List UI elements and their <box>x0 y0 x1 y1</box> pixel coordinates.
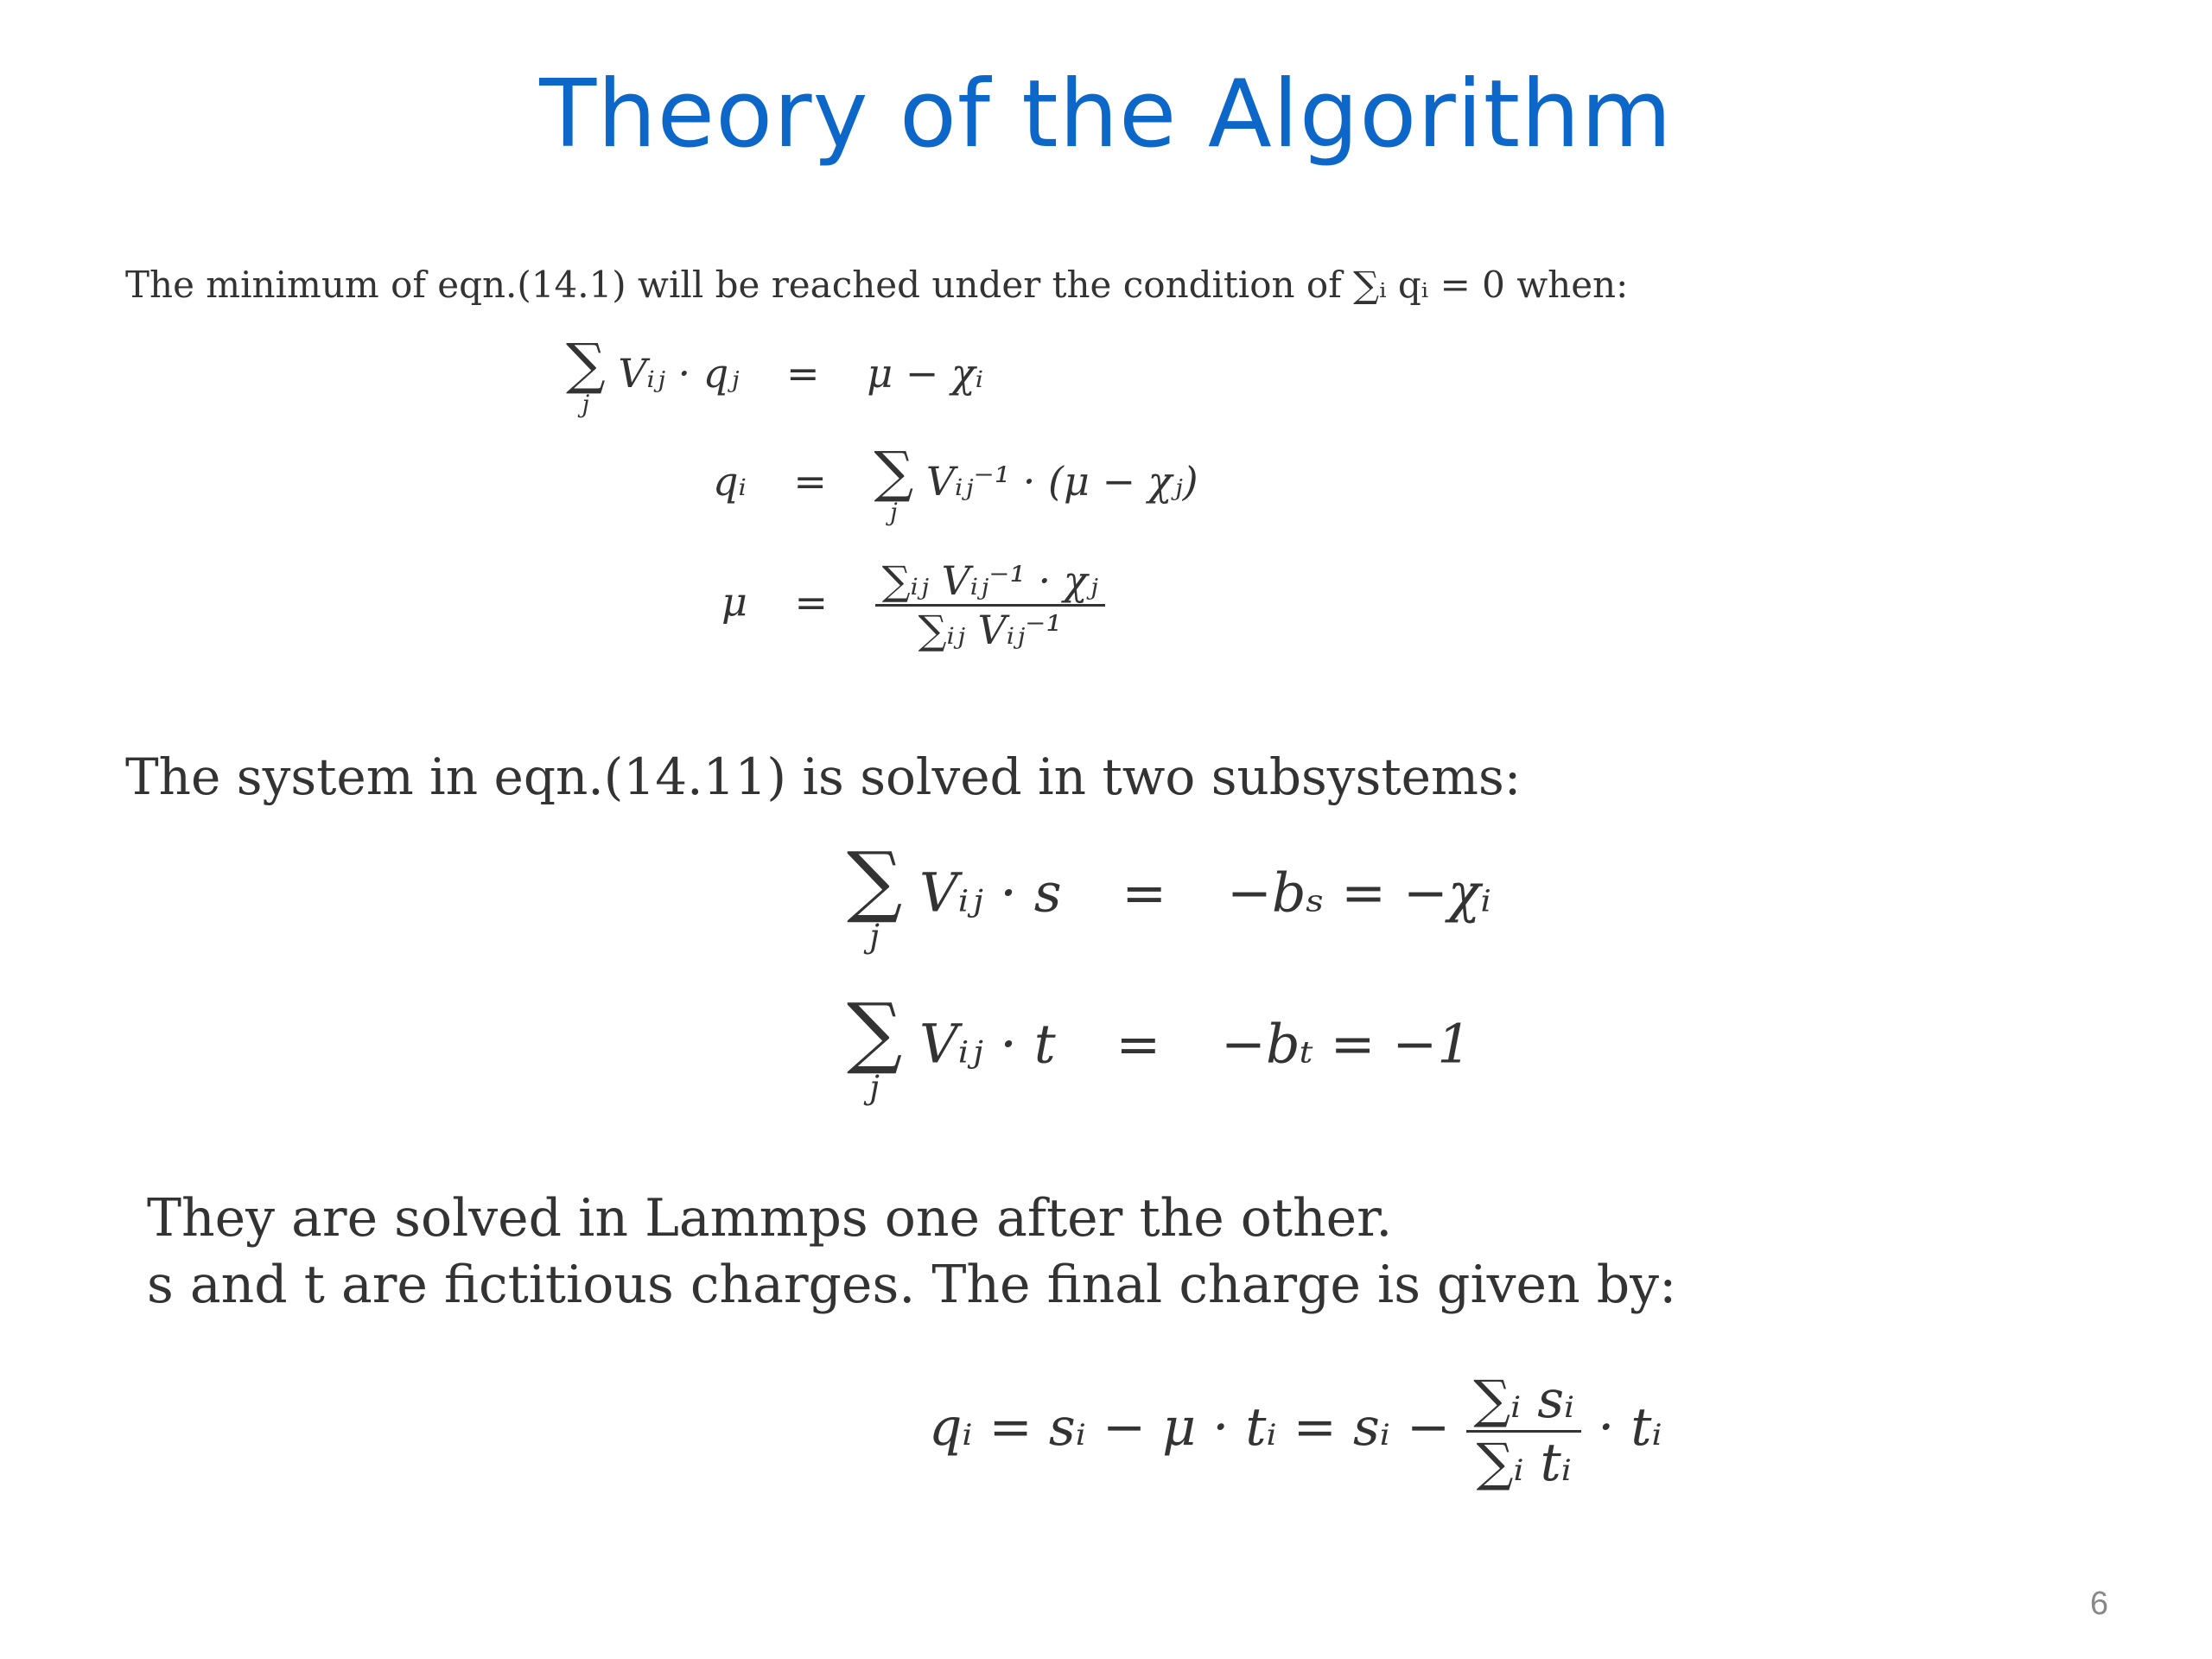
equation-6-tail: · tᵢ <box>1598 1397 1662 1459</box>
sum-symbol: ∑ j <box>847 987 903 1106</box>
equation-3-fraction: $\frac{\text{∑ᵢⱼ Vᵢⱼ⁻¹ · χⱼ}}{\text{∑ᵢⱼ Vᵢⱼ⁻¹}}$ <box>875 557 1105 653</box>
equation-5-rhs: −bₜ = −1 <box>1221 1012 1471 1076</box>
sum-symbol: ∑ j <box>566 333 606 418</box>
equation-6 <box>929 1370 1662 1493</box>
equation-1-rhs: μ − χᵢ <box>867 349 984 397</box>
sum-symbol: ∑ j <box>847 836 903 955</box>
intro-paragraph: The minimum of eqn.(14.1) will be reached under the condition of ∑ᵢ qᵢ = 0 when: <box>125 264 1629 306</box>
equation-4-rhs: −bₛ = −χᵢ <box>1226 861 1491 925</box>
slide-title: Theory of the Algorithm <box>539 60 1673 168</box>
equation-6-fraction: $\frac{\text{∑ᵢ sᵢ}}{\text{∑ᵢ tᵢ}}$ <box>1466 1370 1581 1493</box>
equation-5-lhs: Vᵢⱼ · t <box>918 1012 1056 1076</box>
equation-2-rhs: Vᵢⱼ⁻¹ · (μ − χⱼ) <box>925 457 1198 505</box>
lammps-paragraph: They are solved in Lammps one after the other. <box>147 1188 1393 1249</box>
subsystems-paragraph: The system in eqn.(14.11) is solved in two subsystems: <box>125 747 1522 806</box>
equation-3-lhs: μ <box>721 578 747 626</box>
equation-4-lhs: Vᵢⱼ · s <box>918 861 1062 925</box>
equation-5: ∑ j Vᵢⱼ · t = −bₜ = −1 <box>847 987 1471 1106</box>
equation-3: μ = $\frac{\text{∑ᵢⱼ Vᵢⱼ⁻¹ · χⱼ}}{\text{∑ᵢⱼ Vᵢⱼ⁻¹}}$ <box>721 557 1105 653</box>
page-number: 6 <box>2089 1586 2108 1622</box>
fictitious-charges-paragraph: s and t are fictitious charges. The final charge is given by: <box>147 1255 1677 1315</box>
equation-2-lhs: qᵢ <box>713 457 747 505</box>
sum-symbol: ∑ j <box>874 441 914 526</box>
equation-2: qᵢ = ∑ j Vᵢⱼ⁻¹ · (μ − χⱼ) <box>713 441 1198 526</box>
equation-4: ∑ j Vᵢⱼ · s = −bₛ = −χᵢ <box>847 836 1491 955</box>
equation-1: ∑ j Vᵢⱼ · qⱼ = μ − χᵢ <box>566 333 984 418</box>
equation-1-lhs: Vᵢⱼ · qⱼ <box>618 349 740 397</box>
equation-6-lhs: qᵢ = sᵢ − μ · tᵢ = sᵢ − <box>929 1397 1451 1459</box>
